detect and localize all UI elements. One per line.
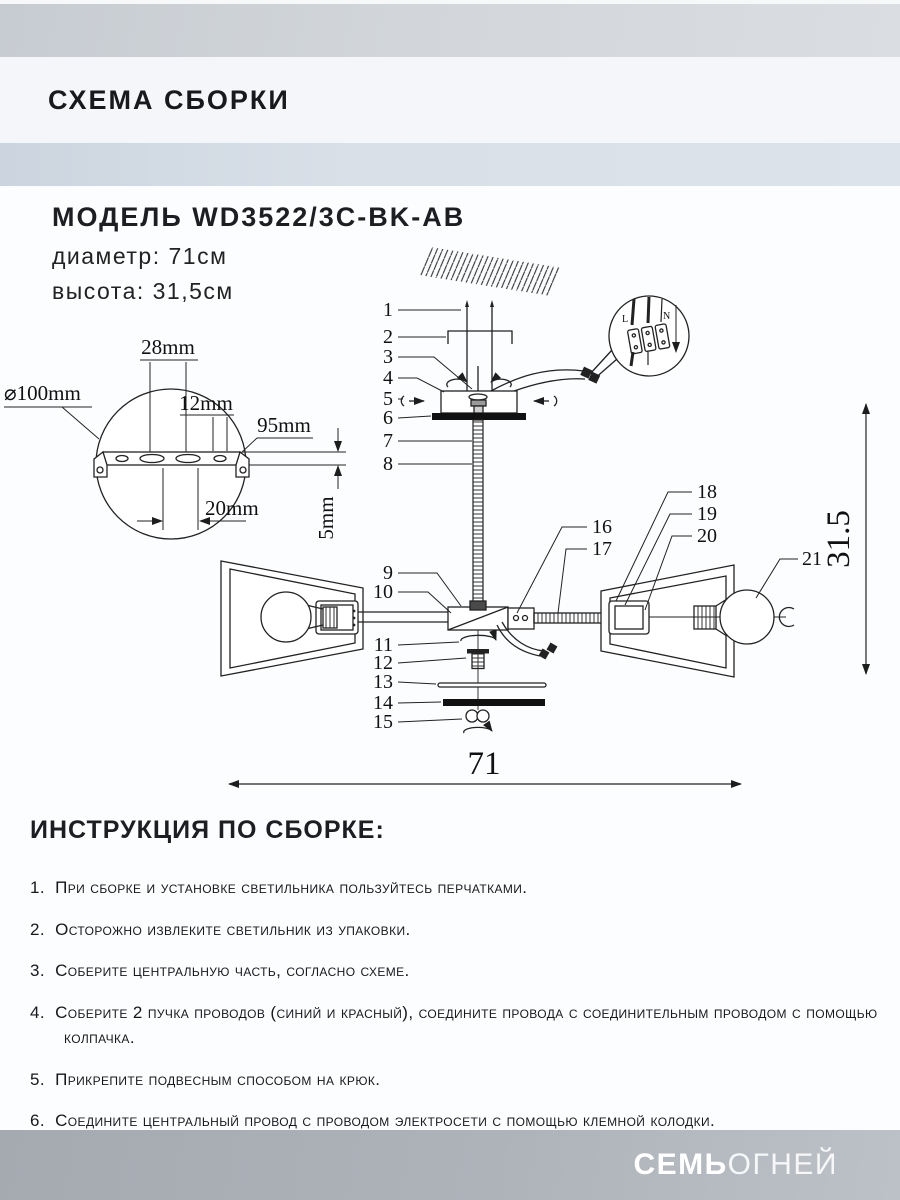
callout-15: 15 xyxy=(373,711,393,733)
brand-bold: СЕМЬ xyxy=(633,1148,728,1181)
dim-95mm: 95mm xyxy=(257,413,311,437)
instructions-title: ИНСТРУКЦИЯ ПО СБОРКЕ: xyxy=(30,816,385,844)
callout-6: 6 xyxy=(383,407,393,429)
wire-connector xyxy=(580,367,600,384)
callout-3: 3 xyxy=(383,346,393,368)
callout-5: 5 xyxy=(383,388,393,410)
terminal-label-l: L xyxy=(622,314,629,325)
callout-leaders-left xyxy=(398,310,472,722)
dimension-height xyxy=(821,404,866,674)
brand-logo xyxy=(633,1148,900,1182)
sub-gradient-band xyxy=(0,143,900,186)
step-text: Прикрепите подвесным способом на крюк. xyxy=(55,1069,381,1089)
callout-2: 2 xyxy=(383,326,393,348)
callout-17: 17 xyxy=(592,538,612,560)
step-number: 6. xyxy=(30,1111,45,1130)
callout-14: 14 xyxy=(373,692,393,714)
dim-28mm: 28mm xyxy=(141,335,195,359)
step-text: Соберите 2 пучка проводов (синий и красный), соедините провода с соединительным проводом с помощью колпачка. xyxy=(55,1002,878,1047)
step-text: Соберите центральную часть, согласно схеме. xyxy=(55,961,410,980)
center-hub xyxy=(448,601,557,659)
page-title: СХЕМА СБОРКИ xyxy=(48,84,290,115)
step-text: Соедините центральный провод с проводом электросети с помощью клемной колодки. xyxy=(55,1111,716,1130)
callout-21: 21 xyxy=(802,548,822,570)
exploded-parts xyxy=(438,630,546,733)
instruction-step xyxy=(30,1000,878,1051)
dimension-width xyxy=(229,746,741,784)
step-number: 3. xyxy=(30,961,45,980)
callout-20: 20 xyxy=(697,525,717,547)
terminal-label-n: N xyxy=(663,311,671,322)
mounting-bracket-detail xyxy=(4,335,346,540)
left-lamp-shade xyxy=(221,561,448,676)
step-number: 5. xyxy=(30,1069,45,1089)
step-number: 2. xyxy=(30,919,45,939)
callout-numbers-right xyxy=(592,481,822,570)
top-gradient-band xyxy=(0,0,900,57)
assembly-diagram xyxy=(0,185,900,800)
dimension-width-value: 71 xyxy=(467,746,501,782)
callout-10: 10 xyxy=(373,581,393,603)
brand-light: ОГНЕЙ xyxy=(727,1148,838,1181)
instructions-block xyxy=(30,816,878,1150)
footer-band xyxy=(0,1130,900,1200)
ceiling-hatch xyxy=(419,247,562,296)
dim-12mm: 12mm xyxy=(179,391,233,415)
instruction-step xyxy=(30,875,878,901)
dim-20mm: 20mm xyxy=(205,496,259,520)
callout-1: 1 xyxy=(383,299,393,321)
callout-11: 11 xyxy=(373,634,393,656)
dim-100mm: ⌀100mm xyxy=(4,381,81,405)
callout-12: 12 xyxy=(373,652,393,674)
instruction-step xyxy=(30,958,878,984)
terminal-block-inset xyxy=(491,296,689,399)
title-band xyxy=(0,57,900,143)
callout-8: 8 xyxy=(383,453,393,475)
canopy-assembly xyxy=(401,300,556,420)
callout-4: 4 xyxy=(383,367,393,389)
center-rod xyxy=(473,420,483,608)
step-number: 1. xyxy=(30,878,45,897)
callout-9: 9 xyxy=(383,562,393,584)
callout-18: 18 xyxy=(697,481,717,503)
callout-19: 19 xyxy=(697,503,717,525)
instruction-step xyxy=(30,917,878,943)
right-lamp-shade xyxy=(534,565,794,677)
step-number: 4. xyxy=(30,1002,45,1022)
callout-16: 16 xyxy=(592,516,612,538)
model-height: высота: 31,5см xyxy=(52,278,234,304)
callout-numbers-left xyxy=(373,299,393,733)
callout-7: 7 xyxy=(383,430,393,452)
model-name: МОДЕЛЬ WD3522/3C-BK-AB xyxy=(52,202,466,232)
step-text: При сборке и установке светильника пользуйтесь перчатками. xyxy=(55,878,528,897)
dim-5mm: 5mm xyxy=(314,496,338,540)
instruction-step xyxy=(30,1067,878,1093)
step-text: Осторожно извлеките светильник из упаковки. xyxy=(55,919,411,939)
callout-13: 13 xyxy=(373,671,393,693)
model-diameter: диаметр: 71см xyxy=(52,243,228,269)
dimension-height-value: 31.5 xyxy=(821,510,857,568)
